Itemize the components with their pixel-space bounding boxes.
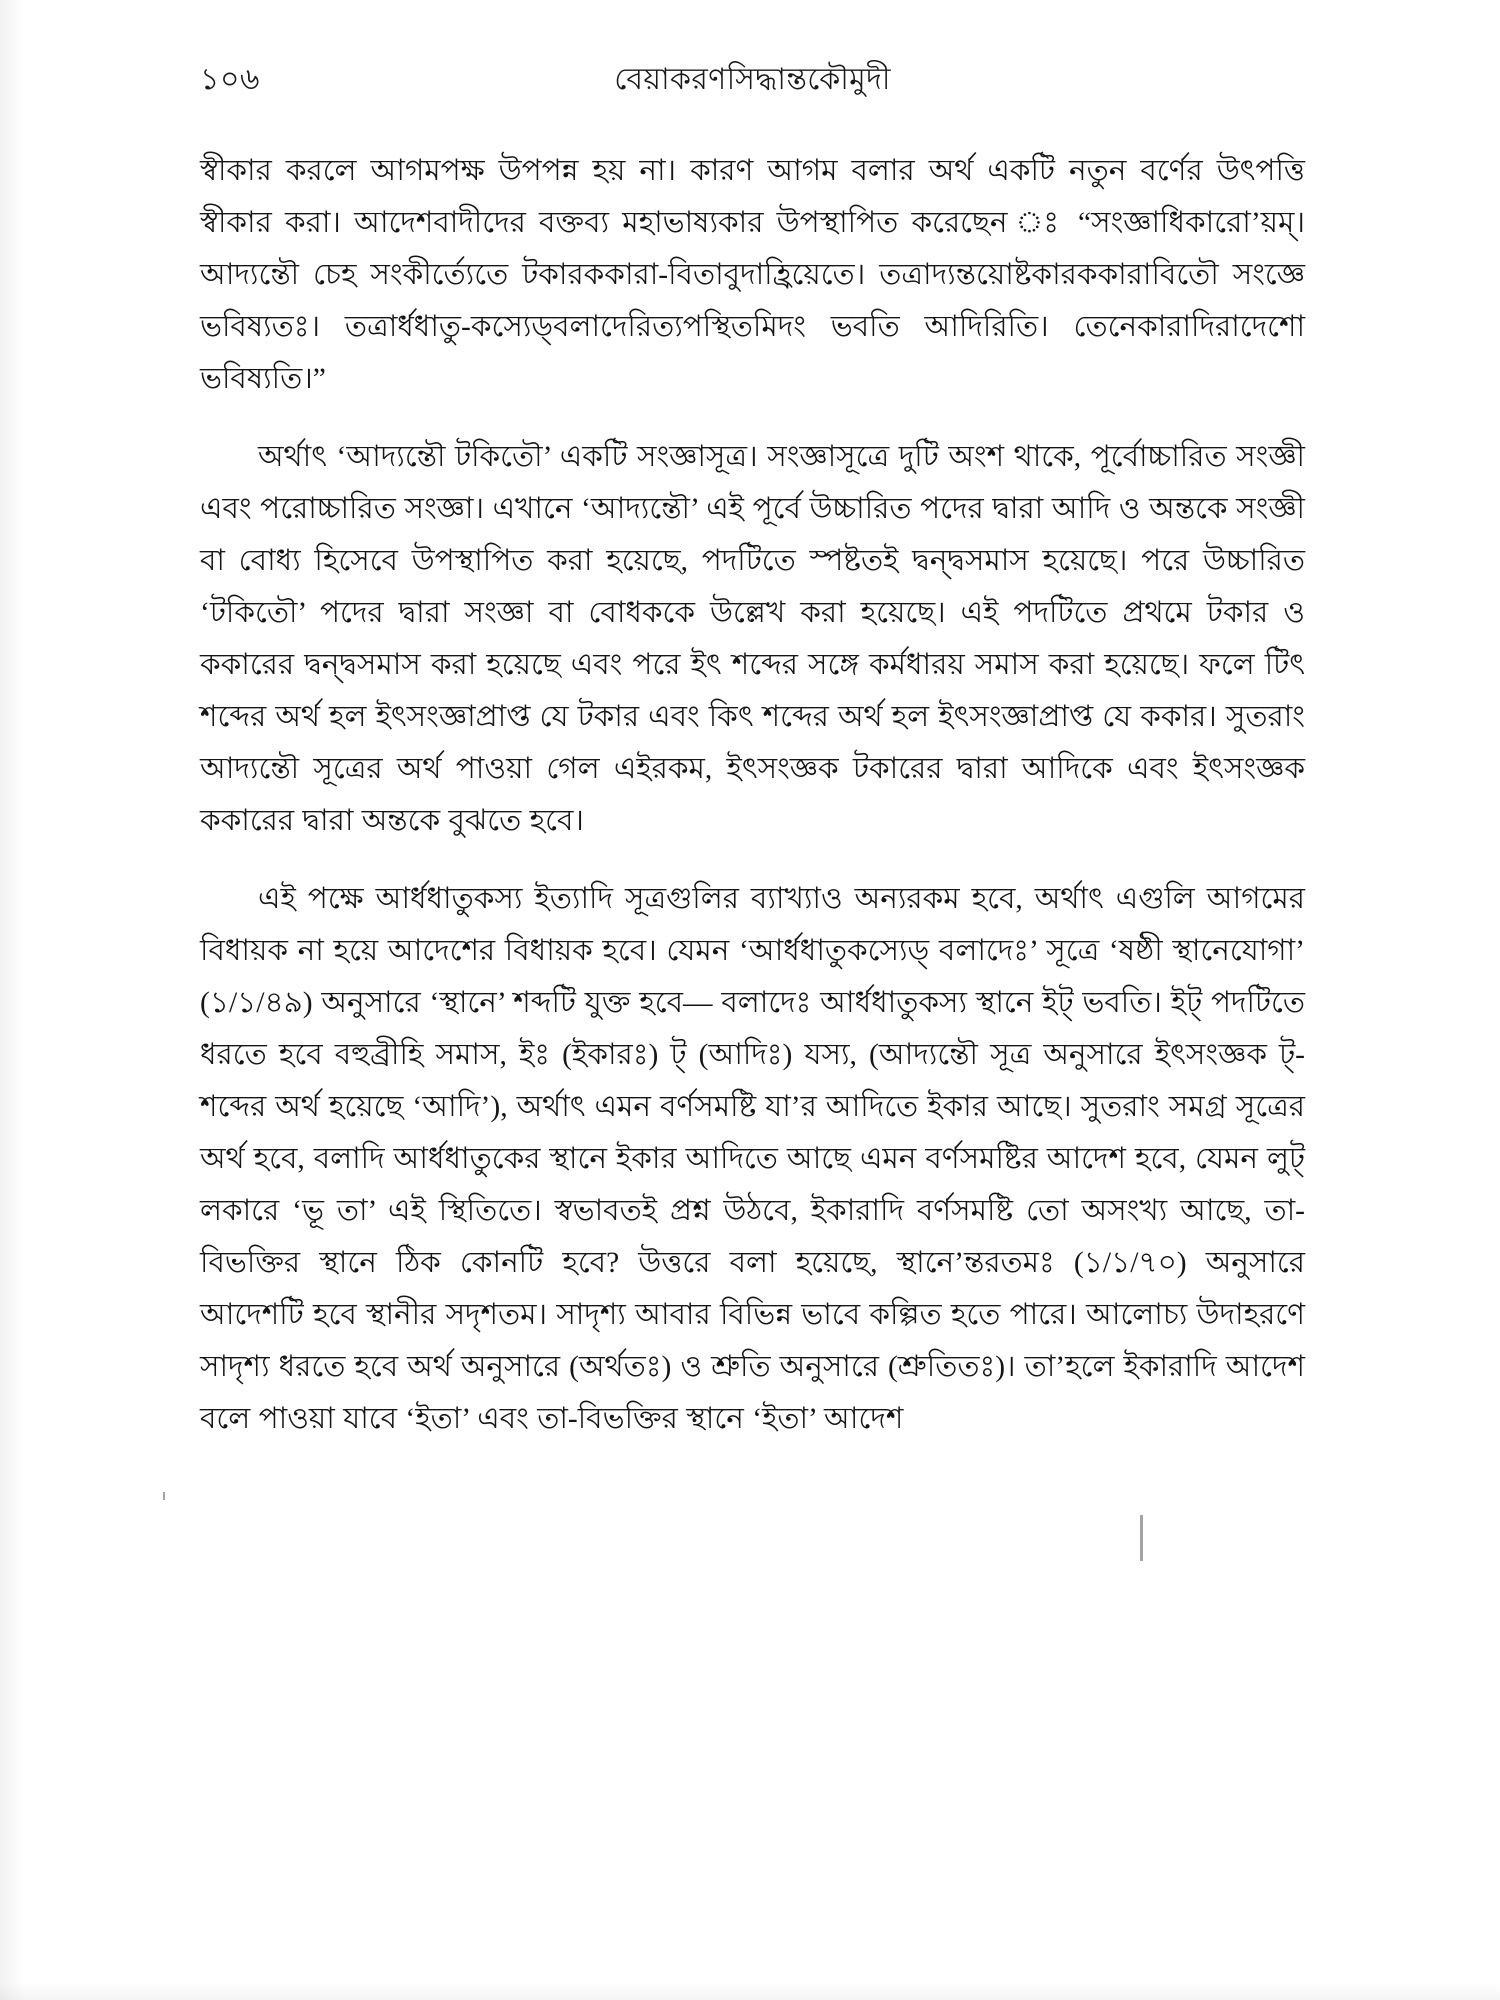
scan-speck bbox=[1140, 1515, 1143, 1561]
body-text bbox=[200, 145, 1305, 1445]
paragraph: স্বীকার করলে আগমপক্ষ উপপন্ন হয় না। কারণ আগম বলার অর্থ একটি নতুন বর্ণের উৎপত্তি স্বীকার করা। আদেশবাদীদের বক্তব্য মহাভাষ্যকার উপস্থাপিত করেছেন ঃ “সংজ্ঞাধিকারো’য়ম্‌। আদ্যন্তৌ চেহ সংকীর্ত্যেতে টকারককারা-বিতাবুদাহ্রিয়েতে। তত্রাদ্যন্তয়োষ্টকারককারাবিতৌ সংজ্ঞে ভবিষ্যতঃ। তত্রার্ধধাতু-কস্যেড্‌বলাদেরিত্যপস্থিতমিদং ভবতি আদিরিতি। তেনেকারাদিরাদেশো ভবিষ্যতি।” bbox=[200, 155, 1305, 395]
scan-speck bbox=[163, 1492, 165, 1500]
page-number: ১০৬ bbox=[200, 63, 260, 96]
page-edge-shadow-bottom bbox=[0, 1982, 1500, 2000]
paragraph: এই পক্ষে আর্ধধাতুকস্য ইত্যাদি সূত্রগুলির ব্যাখ্যাও অন্যরকম হবে, অর্থাৎ এগুলি আগমের বিধায়ক না হয়ে আদেশের বিধায়ক হবে। যেমন ‘আর্ধধাতুকস্যেড্‌ বলাদেঃ’ সূত্রে ‘ষষ্ঠী স্থানেযোগা’ (১/১/৪৯) অনুসারে ‘স্থানে’ শব্দটি যুক্ত হবে— বলাদেঃ আর্ধধাতুকস্য স্থানে ইট্‌ ভবতি। ইট্‌ পদটিতে ধরতে হবে বহুব্রীহি সমাস, ইঃ (ইকারঃ) ট্‌ (আদিঃ) যস্য, (আদ্যন্তৌ সূত্র অনুসারে ইৎসংজ্ঞক ট্‌-শব্দের অর্থ হয়েছে ‘আদি’), অর্থাৎ এমন বর্ণসমষ্টি যা’র আদিতে ইকার আছে। সুতরাং সমগ্র সূত্রের অর্থ হবে, বলাদি আর্ধধাতুকের স্থানে ইকার আদিতে আছে এমন বর্ণসমষ্টির আদেশ হবে, যেমন লুট্‌ লকারে ‘ভূ তা’ এই স্থিতিতে। স্বভাবতই প্রশ্ন উঠবে, ইকারাদি বর্ণসমষ্টি তো অসংখ্য আছে, তা-বিভক্তির স্থানে ঠিক কোনটি হবে? উত্তরে বলা হয়েছে, স্থানে’ন্তরতমঃ (১/১/৭০) অনুসারে আদেশটি হবে স্থানীর সদৃশতম। সাদৃশ্য আবার বিভিন্ন ভাবে কল্পিত হতে পারে। আলোচ্য উদাহরণে সাদৃশ্য ধরতে হবে অর্থ অনুসারে (অর্থতঃ) ও শ্রুতি অনুসারে (শ্রুতিতঃ)। তা’হলে ইকারাদি আদেশ বলে পাওয়া যাবে ‘ইতা’ এবং তা-বিভক্তির স্থানে ‘ইতা’ আদেশ bbox=[200, 883, 1305, 1435]
running-title: বেয়াকরণসিদ্ধান্তকৌমুদী bbox=[614, 63, 891, 96]
page-header bbox=[200, 55, 1305, 115]
page-content bbox=[200, 55, 1305, 1445]
paragraph: অর্থাৎ ‘আদ্যন্তৌ টকিতৌ’ একটি সংজ্ঞাসূত্র। সংজ্ঞাসূত্রে দুটি অংশ থাকে, পূর্বোচ্চারিত সংজ্ঞী এবং পরোচ্চারিত সংজ্ঞা। এখানে ‘আদ্যন্তৌ’ এই পূর্বে উচ্চারিত পদের দ্বারা আদি ও অন্তকে সংজ্ঞী বা বোধ্য হিসেবে উপস্থাপিত করা হয়েছে, পদটিতে স্পষ্টতই দ্বন্দ্বসমাস হয়েছে। পরে উচ্চারিত ‘টকিতৌ’ পদের দ্বারা সংজ্ঞা বা বোধককে উল্লেখ করা হয়েছে। এই পদটিতে প্রথমে টকার ও ককারের দ্বন্দ্বসমাস করা হয়েছে এবং পরে ইৎ শব্দের সঙ্গে কর্মধারয় সমাস করা হয়েছে। ফলে টিৎ শব্দের অর্থ হল ইৎসংজ্ঞাপ্রাপ্ত যে টকার এবং কিৎ শব্দের অর্থ হল ইৎসংজ্ঞাপ্রাপ্ত যে ককার। সুতরাং আদ্যন্তৌ সূত্রের অর্থ পাওয়া গেল এইরকম, ইৎসংজ্ঞক টকারের দ্বারা আদিকে এবং ইৎসংজ্ঞক ককারের দ্বারা অন্তকে বুঝতে হবে। bbox=[200, 441, 1305, 837]
page-edge-shadow-left bbox=[0, 0, 26, 2000]
